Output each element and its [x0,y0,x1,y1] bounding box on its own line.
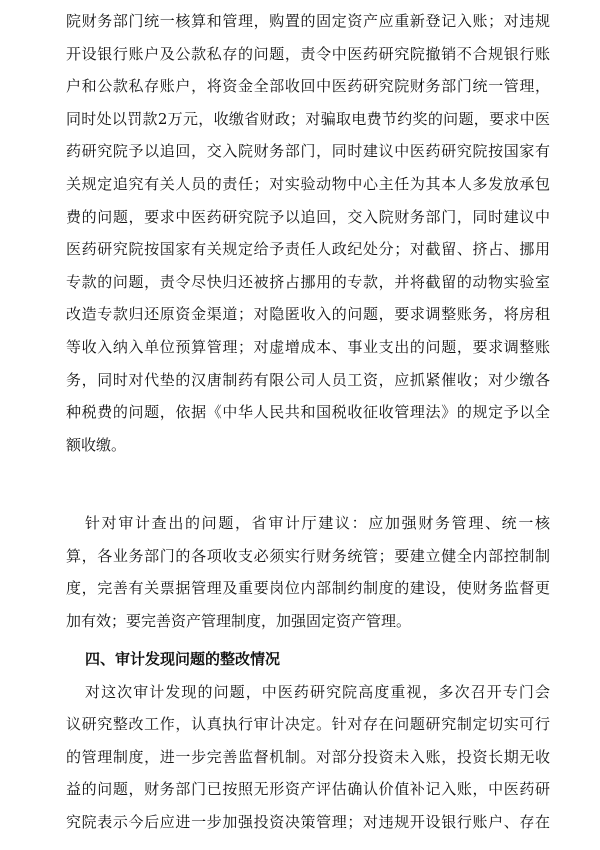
text-line: 究院表示今后应进一步加强投资决策管理；对违规开设银行账户、存在 [66,812,550,831]
text-line: 务，同时对代垫的汉唐制药有限公司人员工资，应抓紧催收；对少缴各 [66,370,550,389]
text-line: 费的问题，要求中医药研究院予以追回，交入院财务部门，同时建议中 [66,207,550,226]
text-line: 关规定追究有关人员的责任；对实验动物中心主任为其本人多发放承包 [66,174,550,193]
text-line: 同时处以罚款2万元，收缴省财政；对骗取电费节约奖的问题，要求中医 [66,109,550,128]
text-line: 度，完善有关票据管理及重要岗位内部制约制度的建设，使财务监督更 [66,579,550,598]
text-line: 户和公款私存账户，将资金全部收回中医药研究院财务部门统一管理， [66,77,550,96]
text-line: 议研究整改工作，认真执行审计决定。针对存在问题研究制定切实可行 [66,715,550,734]
text-line: 医药研究院按国家有关规定给予责任人政纪处分；对截留、挤占、挪用 [66,240,550,259]
text-line: 药研究院予以追回，交入院财务部门，同时建议中医药研究院按国家有 [66,142,550,161]
text-line: 益的问题，财务部门已按照无形资产评估确认价值补记入账，中医药研 [66,780,550,799]
paragraph-audit-decisions [66,5,550,461]
paragraph-audit-suggestions [66,507,550,637]
section-rectification [66,643,550,839]
text-line: 种税费的问题，依据《中华人民共和国税收征收管理法》的规定予以全 [66,403,550,422]
text-line: 改造专款归还原资金渠道；对隐匿收入的问题，要求调整账务，将房租 [66,305,550,324]
text-line: 额收缴。 [66,435,127,454]
text-line: 算，各业务部门的各项收支必须实行财务统管；要建立健全内部控制制 [66,546,550,565]
text-line: 等收入纳入单位预算管理；对虚增成本、事业支出的问题，要求调整账 [66,337,550,356]
section-heading: 四、审计发现问题的整改情况 [85,650,281,668]
text-line: 加有效；要完善资产管理制度，加强固定资产管理。 [66,611,412,630]
text-line: 专款的问题，责令尽快归还被挤占挪用的专款，并将截留的动物实验室 [66,272,550,291]
text-line: 针对审计查出的问题，省审计厅建议：应加强财务管理、统一核 [85,514,550,532]
text-line: 开设银行账户及公款私存的问题，责令中医药研究院撤销不合规银行账 [66,44,550,63]
text-line: 对这次审计发现的问题，中医药研究院高度重视，多次召开专门会 [85,682,550,701]
text-line: 的管理制度，进一步完善监督机制。对部分投资未入账，投资长期无收 [66,747,550,766]
text-line: 院财务部门统一核算和管理，购置的固定资产应重新登记入账；对违规 [66,12,550,30]
